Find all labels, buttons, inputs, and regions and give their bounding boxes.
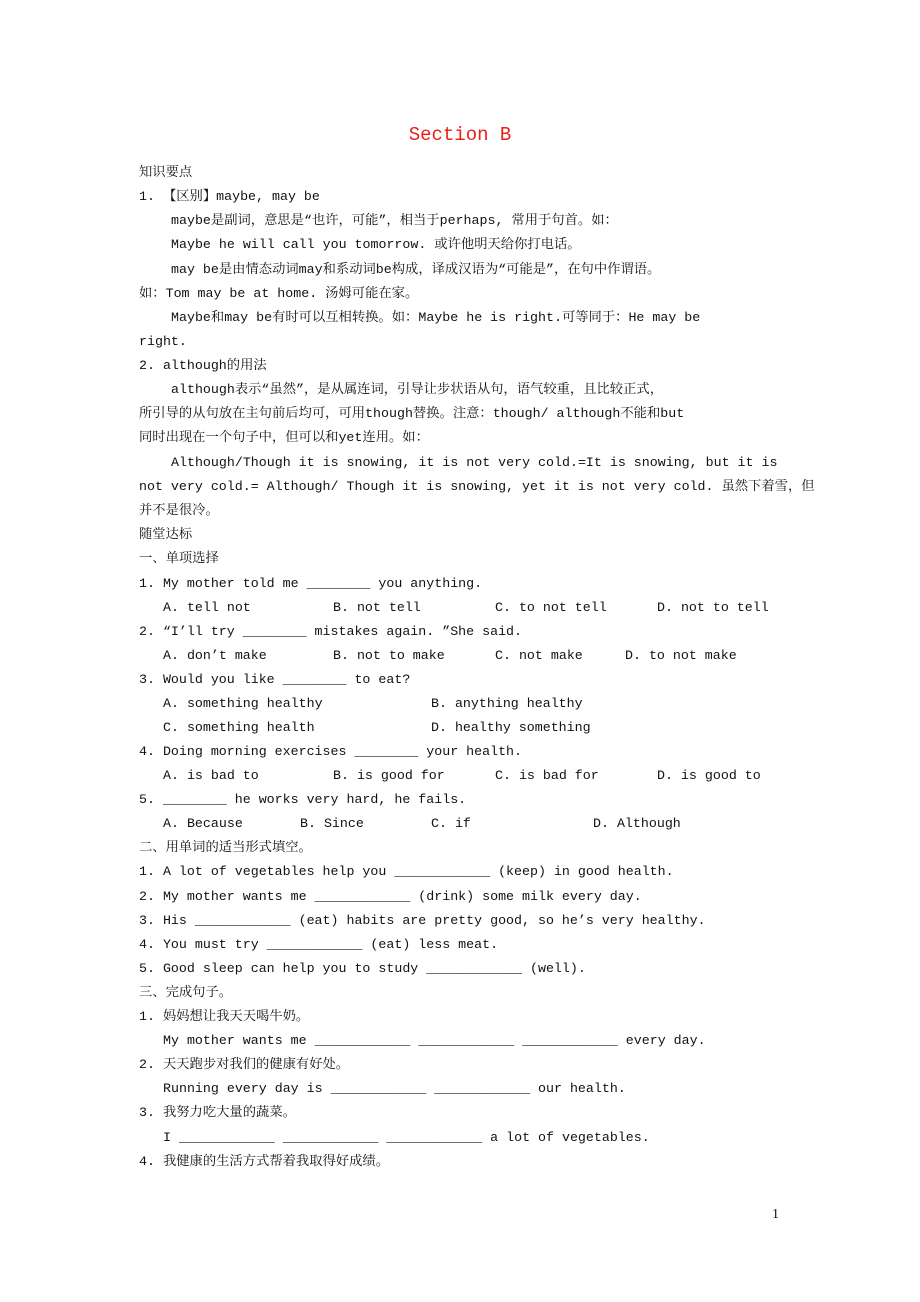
option: B. not to make: [333, 648, 445, 663]
question-stem: 2. “I’ll try ________ mistakes again. ”She said.: [139, 624, 523, 639]
option: B. is good for: [333, 768, 445, 783]
sentence-cn: 2. 天天跑步对我们的健康有好处。: [139, 1057, 350, 1072]
option: C. not make: [495, 648, 583, 663]
option: D. healthy something: [431, 720, 591, 735]
fill-item: 1. A lot of vegetables help you ____________ (keep) in good health.: [139, 864, 674, 879]
option: B. Since: [300, 816, 364, 831]
paragraph: 同时出现在一个句子中，但可以和yet连用。如：: [139, 430, 429, 445]
option: B. anything healthy: [431, 696, 583, 711]
sentence-en: My mother wants me ____________ ____________ ____________ every day.: [163, 1033, 706, 1048]
option: D. not to tell: [657, 600, 769, 615]
sentence-cn: 3. 我努力吃大量的蔬菜。: [139, 1105, 296, 1120]
heading: 二、用单词的适当形式填空。: [139, 840, 312, 855]
fill-item: 5. Good sleep can help you to study ____________ (well).: [139, 961, 586, 976]
page-number: 1: [772, 1207, 779, 1222]
question-stem: 1. My mother told me ________ you anything.: [139, 576, 483, 591]
sentence-en: Running every day is ____________ ____________ our health.: [163, 1081, 626, 1096]
option: A. is bad to: [163, 768, 259, 783]
option: C. if: [431, 816, 471, 831]
paragraph: right.: [139, 334, 187, 349]
fill-item: 4. You must try ____________ (eat) less meat.: [139, 937, 499, 952]
paragraph: 并不是很冷。: [139, 503, 219, 518]
option: C. to not tell: [495, 600, 607, 615]
question-stem: 5. ________ he works very hard, he fails.: [139, 792, 467, 807]
question-stem: 3. Would you like ________ to eat?: [139, 672, 411, 687]
paragraph: 如：Tom may be at home. 汤姆可能在家。: [139, 286, 419, 301]
paragraph: 所引导的从句放在主句前后均可，可用though替换。注意：though/ although不能和but: [139, 406, 685, 421]
section-title: Section B: [408, 124, 512, 146]
sentence-en: I ____________ ____________ ____________ a lot of vegetables.: [163, 1130, 650, 1145]
fill-item: 2. My mother wants me ____________ (drink) some milk every day.: [139, 889, 642, 904]
sentence-cn: 1. 妈妈想让我天天喝牛奶。: [139, 1009, 310, 1024]
paragraph: Although/Though it is snowing, it is not very cold.=It is snowing, but it is: [171, 455, 778, 470]
paragraph: 1. 【区别】maybe, may be: [139, 189, 320, 204]
question-stem: 4. Doing morning exercises ________ your health.: [139, 744, 523, 759]
heading: 三、完成句子。: [139, 985, 233, 1000]
option: A. something healthy: [163, 696, 323, 711]
paragraph: Maybe和may be有时可以互相转换。如：Maybe he is right.可等同于：He may be: [171, 310, 701, 325]
option: C. something health: [163, 720, 315, 735]
paragraph: Maybe he will call you tomorrow. 或许他明天给你打电话。: [171, 237, 581, 252]
paragraph: 2. although的用法: [139, 358, 267, 373]
paragraph: although表示“虽然”，是从属连词，引导让步状语从句，语气较重，且比较正式，: [171, 382, 663, 397]
option: D. to not make: [625, 648, 737, 663]
paragraph: maybe是副词，意思是“也许，可能”，相当于perhaps, 常用于句首。如：: [171, 213, 618, 228]
option: A. don’t make: [163, 648, 267, 663]
sentence-cn: 4. 我健康的生活方式帮着我取得好成绩。: [139, 1154, 389, 1169]
option: D. is good to: [657, 768, 761, 783]
heading: 知识要点: [139, 165, 193, 180]
heading: 一、单项选择: [139, 551, 219, 566]
option: A. tell not: [163, 600, 251, 615]
paragraph: not very cold.= Although/ Though it is snowing, yet it is not very cold. 虽然下着雪，但: [139, 479, 815, 494]
option: A. Because: [163, 816, 243, 831]
paragraph: may be是由情态动词may和系动词be构成，译成汉语为“可能是”，在句中作谓语。: [171, 262, 661, 277]
option: C. is bad for: [495, 768, 599, 783]
heading: 随堂达标: [139, 527, 193, 542]
option: B. not tell: [333, 600, 421, 615]
option: D. Although: [593, 816, 681, 831]
fill-item: 3. His ____________ (eat) habits are pretty good, so he’s very healthy.: [139, 913, 706, 928]
